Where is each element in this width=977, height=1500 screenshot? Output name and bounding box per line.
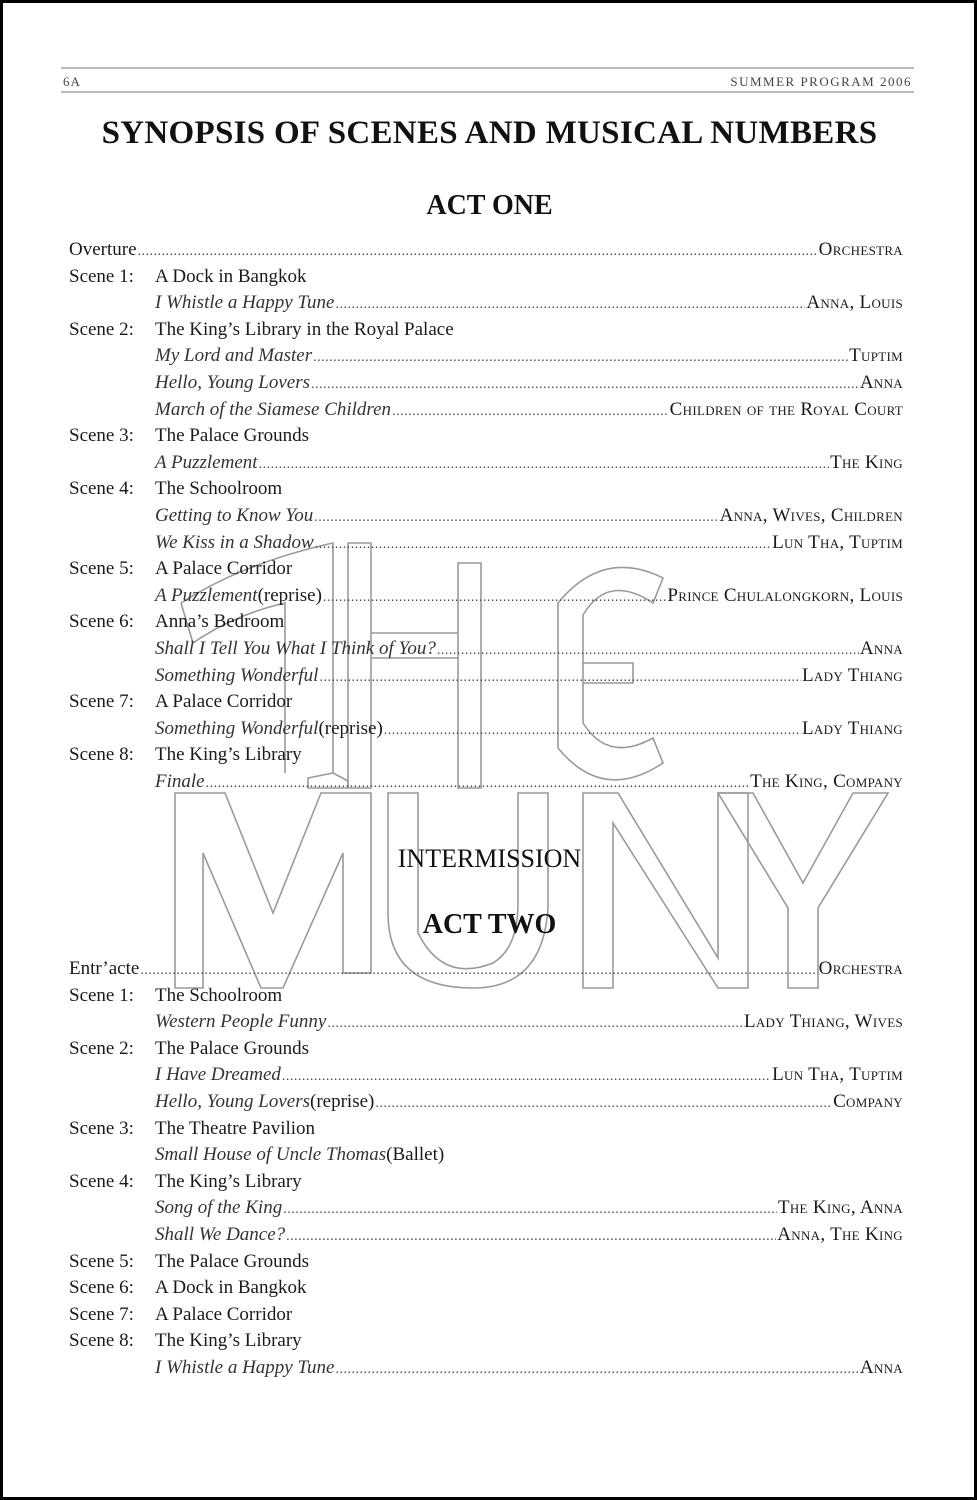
song-note: (reprise) — [318, 717, 383, 739]
song-title: We Kiss in a Shadow — [155, 531, 314, 553]
song-row — [69, 343, 903, 370]
act-two-heading: ACT TWO — [422, 909, 557, 940]
scene-name: A Palace Corridor — [155, 558, 293, 580]
song-title: Hello, Young Lovers — [155, 371, 311, 393]
scene-row — [69, 1275, 903, 1302]
song-title: Finale — [155, 770, 205, 792]
scene-number: Scene 7: — [69, 1303, 134, 1325]
song-title: I Whistle a Happy Tune — [155, 1356, 335, 1378]
leader-dots — [384, 716, 801, 745]
song-title: Song of the King — [155, 1197, 283, 1219]
leader-dots — [335, 1355, 858, 1384]
act-one-list — [69, 237, 903, 795]
song-title: Shall I Tell You What I Think of You? — [155, 637, 436, 659]
performer: Lady Thiang — [802, 664, 903, 686]
scene-row — [69, 423, 903, 450]
scene-name: The King’s Library — [155, 1170, 302, 1192]
scene-row — [69, 1249, 903, 1276]
performer: Anna, Louis — [806, 292, 903, 314]
song-row — [69, 716, 903, 743]
header-rule-bottom — [61, 91, 914, 93]
song-row — [69, 1142, 903, 1169]
scene-name: The King’s Library — [155, 744, 302, 766]
song-title: A Puzzlement — [155, 451, 258, 473]
scene-name: A Palace Corridor — [155, 691, 293, 713]
scene-row — [69, 556, 903, 583]
leader-dots — [311, 370, 859, 399]
performer: Orchestra — [818, 958, 903, 979]
scene-number: Scene 3: — [69, 425, 134, 447]
performer: Anna — [859, 1356, 903, 1378]
performer: Lun Tha, Tuptim — [772, 1064, 903, 1086]
song-row — [69, 1062, 903, 1089]
scene-row — [69, 609, 903, 636]
scene-number: Scene 2: — [69, 1037, 134, 1059]
song-note: (Ballet) — [386, 1144, 445, 1166]
song-row — [69, 1195, 903, 1222]
overture-row — [69, 237, 903, 264]
act-one-heading: ACT ONE — [426, 190, 553, 221]
leader-dots — [282, 1062, 771, 1091]
song-title: Something Wonderful — [155, 717, 319, 739]
leader-dots — [327, 1009, 743, 1038]
song-title: Something Wonderful — [155, 664, 319, 686]
song-note: (reprise) — [257, 584, 322, 606]
leader-dots — [283, 1195, 777, 1224]
publication-title: SUMMER PROGRAM 2006 — [730, 74, 912, 89]
performer: The King — [830, 451, 903, 473]
scene-name: The Palace Grounds — [155, 425, 310, 447]
performer: Lun Tha, Tuptim — [772, 531, 903, 553]
scene-number: Scene 1: — [69, 265, 134, 287]
scene-number: Scene 6: — [69, 611, 134, 633]
scene-number: Scene 5: — [69, 558, 134, 580]
performer: Tuptim — [849, 345, 903, 367]
performer: Children of the Royal Court — [669, 398, 903, 420]
scene-name: The King’s Library in the Royal Palace — [155, 318, 454, 340]
overture-label: Entr’acte — [69, 958, 140, 979]
performer: Lady Thiang, Wives — [743, 1011, 903, 1033]
performer: The King, Anna — [777, 1197, 903, 1219]
performer: Anna — [859, 371, 903, 393]
scene-row — [69, 742, 903, 769]
program-page — [2, 2, 975, 1498]
scene-number: Scene 5: — [69, 1250, 134, 1272]
scene-row — [69, 689, 903, 716]
performer: Company — [833, 1090, 903, 1112]
song-title: My Lord and Master — [155, 345, 313, 367]
scene-row — [69, 476, 903, 503]
song-title: Shall We Dance? — [155, 1223, 286, 1245]
song-row — [69, 1222, 903, 1249]
leader-dots — [335, 290, 805, 319]
performer: Prince Chulalongkorn, Louis — [667, 584, 903, 606]
intermission-heading: INTERMISSION — [397, 844, 582, 873]
leader-dots — [437, 636, 859, 665]
leader-dots — [315, 530, 771, 559]
scene-name: A Palace Corridor — [155, 1303, 293, 1325]
leader-dots — [323, 583, 667, 612]
performer: Anna, Wives, Children — [719, 504, 903, 526]
scene-number: Scene 8: — [69, 744, 134, 766]
leader-dots — [319, 663, 801, 692]
scene-row — [69, 317, 903, 344]
scene-name: The King’s Library — [155, 1330, 302, 1352]
leader-dots — [138, 237, 818, 266]
scene-name: The Schoolroom — [155, 984, 283, 1006]
song-title: I Have Dreamed — [155, 1064, 281, 1086]
song-title: I Whistle a Happy Tune — [155, 292, 335, 314]
song-row — [69, 1009, 903, 1036]
scene-row — [69, 1302, 903, 1329]
scene-number: Scene 6: — [69, 1277, 134, 1299]
leader-dots — [313, 343, 848, 372]
page-title: SYNOPSIS OF SCENES AND MUSICAL NUMBERS — [101, 115, 878, 151]
song-title: Small House of Uncle Thomas — [155, 1144, 387, 1166]
song-title: March of the Siamese Children — [155, 398, 392, 420]
performer: Orchestra — [818, 239, 903, 260]
leader-dots — [392, 397, 669, 426]
performer: Anna — [859, 637, 903, 659]
scene-name: The Theatre Pavilion — [155, 1117, 316, 1139]
song-row — [69, 290, 903, 317]
song-note: (reprise) — [310, 1090, 375, 1112]
scene-name: The Palace Grounds — [155, 1037, 310, 1059]
song-title: Getting to Know You — [155, 504, 314, 526]
scene-row — [69, 264, 903, 291]
song-row — [69, 663, 903, 690]
leader-dots — [286, 1222, 776, 1251]
song-row — [69, 769, 903, 796]
performer: Anna, The King — [777, 1223, 903, 1245]
leader-dots — [206, 769, 749, 798]
scene-number: Scene 1: — [69, 984, 134, 1006]
song-row — [69, 1089, 903, 1116]
leader-dots — [259, 450, 830, 479]
song-row — [69, 636, 903, 663]
overture-row — [69, 956, 903, 983]
scene-name: A Dock in Bangkok — [155, 1277, 307, 1299]
scene-name: The Schoolroom — [155, 478, 283, 500]
song-row — [69, 370, 903, 397]
act-two-list — [69, 956, 903, 1382]
song-row — [69, 530, 903, 557]
page-number: 6A — [63, 74, 81, 89]
scene-number: Scene 3: — [69, 1117, 134, 1139]
leader-dots — [375, 1089, 832, 1118]
scene-number: Scene 4: — [69, 478, 134, 500]
song-title: Hello, Young Lovers — [155, 1090, 311, 1112]
scene-row — [69, 1116, 903, 1143]
leader-dots — [314, 503, 718, 532]
overture-label: Overture — [69, 239, 137, 260]
header-rule-top — [61, 67, 914, 69]
performer: Lady Thiang — [802, 717, 903, 739]
song-title: Western People Funny — [155, 1011, 327, 1033]
song-title: A Puzzlement — [155, 584, 258, 606]
song-row — [69, 583, 903, 610]
scene-name: Anna’s Bedroom — [155, 611, 285, 633]
scene-row — [69, 1169, 903, 1196]
scene-row — [69, 1036, 903, 1063]
scene-name: A Dock in Bangkok — [155, 265, 307, 287]
scene-name: The Palace Grounds — [155, 1250, 310, 1272]
scene-number: Scene 7: — [69, 691, 134, 713]
scene-number: Scene 8: — [69, 1330, 134, 1352]
song-row — [69, 450, 903, 477]
scene-row — [69, 1328, 903, 1355]
song-row — [69, 397, 903, 424]
scene-row — [69, 983, 903, 1010]
scene-number: Scene 2: — [69, 318, 134, 340]
scene-number: Scene 4: — [69, 1170, 134, 1192]
song-row — [69, 503, 903, 530]
leader-dots — [140, 956, 817, 985]
song-row — [69, 1355, 903, 1382]
performer: The King, Company — [750, 770, 903, 792]
